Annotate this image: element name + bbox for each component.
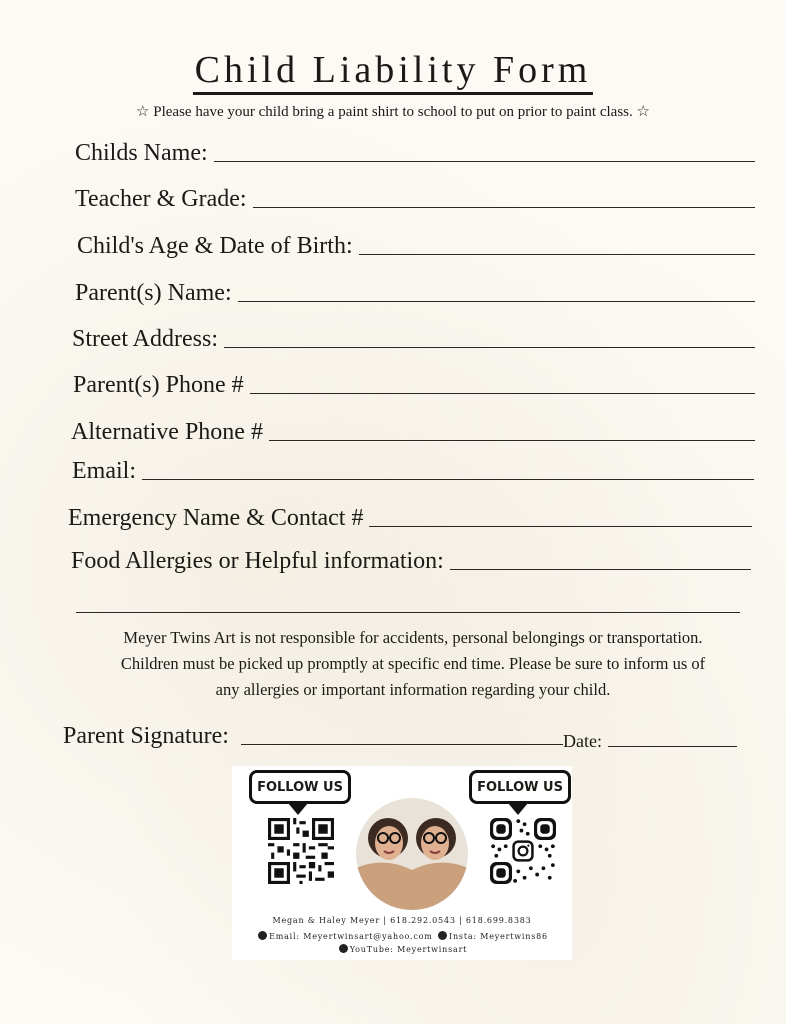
age-dob-line[interactable] bbox=[359, 253, 755, 255]
parent-name-field[interactable] bbox=[75, 280, 755, 307]
disclaimer bbox=[58, 625, 768, 703]
disclaimer-line-2: Children must be picked up promptly at specific end time. Please be sure to inform us of bbox=[120, 654, 706, 673]
allergies-extra-line[interactable] bbox=[76, 612, 740, 613]
emergency-field[interactable] bbox=[68, 505, 752, 532]
signature-line[interactable] bbox=[241, 743, 563, 745]
signature-label: Parent Signature: bbox=[63, 723, 229, 749]
contact-names-phones: Megan & Haley Meyer | 618.292.0543 | 618.699.8383 bbox=[272, 916, 532, 925]
facebook-qr-code[interactable] bbox=[268, 818, 334, 884]
contact-email: Email: Meyertwinsart@yahoo.com bbox=[269, 932, 433, 941]
twins-photo bbox=[356, 798, 468, 910]
follow-us-left-badge: FOLLOW US bbox=[249, 770, 351, 804]
disclaimer-line-1: Meyer Twins Art is not responsible for accidents, personal belongings or transportation. bbox=[123, 628, 703, 647]
contact-email-insta bbox=[232, 931, 572, 941]
child-name-line[interactable] bbox=[214, 160, 755, 162]
form-title: Child Liability Form bbox=[0, 48, 786, 92]
email-icon bbox=[258, 931, 267, 940]
allergies-line[interactable] bbox=[450, 568, 751, 570]
age-dob-label: Child's Age & Date of Birth: bbox=[77, 233, 353, 259]
emergency-line[interactable] bbox=[369, 525, 752, 527]
parent-phone-label: Parent(s) Phone # bbox=[73, 372, 244, 398]
paint-shirt-note: ☆ Please have your child bring a paint shirt to school to put on prior to paint class. ☆ bbox=[136, 104, 650, 120]
date-line[interactable] bbox=[608, 745, 737, 747]
alt-phone-field[interactable] bbox=[71, 419, 755, 446]
signature-field[interactable] bbox=[63, 723, 563, 750]
age-dob-field[interactable] bbox=[77, 233, 755, 260]
email-line[interactable] bbox=[142, 478, 754, 480]
allergies-field[interactable] bbox=[71, 548, 751, 575]
date-field[interactable] bbox=[563, 731, 737, 752]
street-address-field[interactable] bbox=[72, 326, 755, 353]
instagram-icon bbox=[438, 931, 447, 940]
allergies-label: Food Allergies or Helpful information: bbox=[71, 548, 444, 574]
disclaimer-line-3: any allergies or important information regarding your child. bbox=[215, 680, 611, 699]
teacher-grade-label: Teacher & Grade: bbox=[75, 186, 247, 212]
child-name-label: Childs Name: bbox=[75, 140, 208, 166]
street-address-line[interactable] bbox=[224, 346, 755, 348]
follow-us-right-badge: FOLLOW US bbox=[469, 770, 571, 804]
date-label: Date: bbox=[563, 731, 602, 751]
teacher-grade-field[interactable] bbox=[75, 186, 755, 213]
alt-phone-label: Alternative Phone # bbox=[71, 419, 263, 445]
footer-card bbox=[232, 766, 572, 960]
alt-phone-line[interactable] bbox=[269, 439, 755, 441]
instagram-qr-code[interactable] bbox=[490, 818, 556, 884]
street-address-label: Street Address: bbox=[72, 326, 218, 352]
contact-insta: Insta: Meyertwins86 bbox=[449, 932, 548, 941]
parent-name-label: Parent(s) Name: bbox=[75, 280, 232, 306]
contact-youtube: YouTube: Meyertwinsart bbox=[349, 945, 468, 954]
parent-name-line[interactable] bbox=[238, 300, 755, 302]
teacher-grade-line[interactable] bbox=[253, 206, 755, 208]
parent-phone-line[interactable] bbox=[250, 392, 755, 394]
email-field[interactable] bbox=[72, 458, 754, 485]
parent-phone-field[interactable] bbox=[73, 372, 755, 399]
contact-youtube-row bbox=[232, 944, 572, 954]
emergency-label: Emergency Name & Contact # bbox=[68, 505, 364, 531]
youtube-icon bbox=[339, 944, 348, 953]
child-name-field[interactable] bbox=[75, 140, 755, 167]
email-label: Email: bbox=[72, 458, 136, 484]
